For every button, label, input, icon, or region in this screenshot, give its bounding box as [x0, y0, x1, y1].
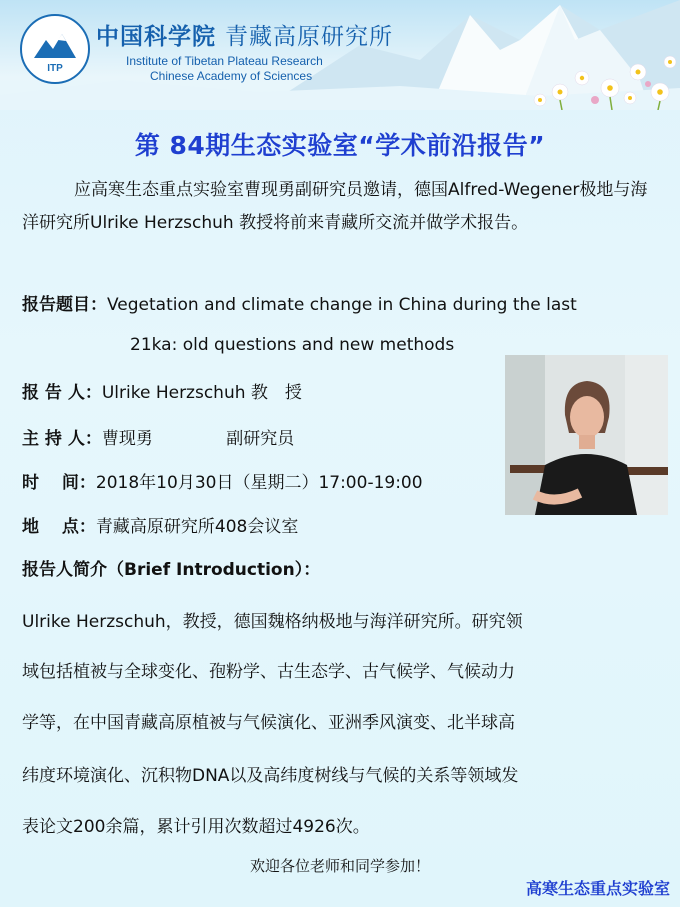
bio-line: 学等，在中国青藏高原植被与气候演化、亚洲季风演变、北半球高	[22, 713, 515, 733]
host-value: 曹现勇 副研究员	[101, 429, 295, 449]
academy-name-en: Chinese Academy of Sciences	[150, 69, 313, 83]
bio-line: 纬度环境演化、沉积物DNA以及高纬度树线与气候的关系等领域发	[22, 766, 519, 786]
speaker-row	[22, 378, 302, 403]
bio-line: 域包括植被与全球变化、孢粉学、古生态学、古气候学、气候动力	[22, 662, 515, 682]
bio-line: 表论文200余篇，累计引用次数超过4926次。	[22, 817, 370, 837]
time-row	[22, 468, 423, 493]
topic-line1: Vegetation and climate change in China during the last	[107, 295, 577, 315]
time-label: 时 间：	[22, 473, 96, 493]
flowers-decoration	[520, 0, 680, 110]
time-value: 2018年10月30日（星期二）17:00-19:00	[95, 473, 423, 493]
institute-name-en: Institute of Tibetan Plateau Research	[126, 54, 323, 68]
place-label: 地 点：	[22, 517, 96, 537]
closing-message: 欢迎各位老师和同学参加！	[249, 857, 430, 875]
institute-name-cn: 中国科学院 青藏高原研究所	[96, 24, 394, 50]
cas-logo	[20, 14, 90, 84]
bio-line: Ulrike Herzschuh，教授，德国魏格纳极地与海洋研究所。研究领	[22, 612, 523, 632]
speaker-photo	[505, 355, 668, 515]
header-banner	[0, 0, 680, 110]
place-row	[22, 512, 298, 537]
intro-paragraph: 应高寒生态重点实验室曹现勇副研究员邀请，德国Alfred-Wegener极地与海洋研究所Ulrike Herzschuh 教授将前来青藏所交流并做学术报告。	[22, 180, 648, 233]
speaker-value: Ulrike Herzschuh 教 授	[101, 383, 302, 403]
topic-line2: 21ka: old questions and new methods	[130, 335, 455, 355]
logo-text: ITP	[47, 63, 63, 74]
topic-label: 报告题目：	[22, 295, 107, 315]
topic-row	[22, 290, 577, 315]
report-title: 第 84期生态实验室“学术前沿报告”	[134, 131, 546, 160]
bio-heading: 报告人简介（Brief Introduction）：	[22, 560, 321, 580]
host-row	[22, 424, 294, 449]
place-value: 青藏高原研究所408会议室	[95, 517, 299, 537]
lab-signature: 高寒生态重点实验室	[525, 879, 670, 898]
host-label: 主 持 人：	[22, 429, 102, 449]
speaker-label: 报 告 人：	[22, 383, 102, 403]
